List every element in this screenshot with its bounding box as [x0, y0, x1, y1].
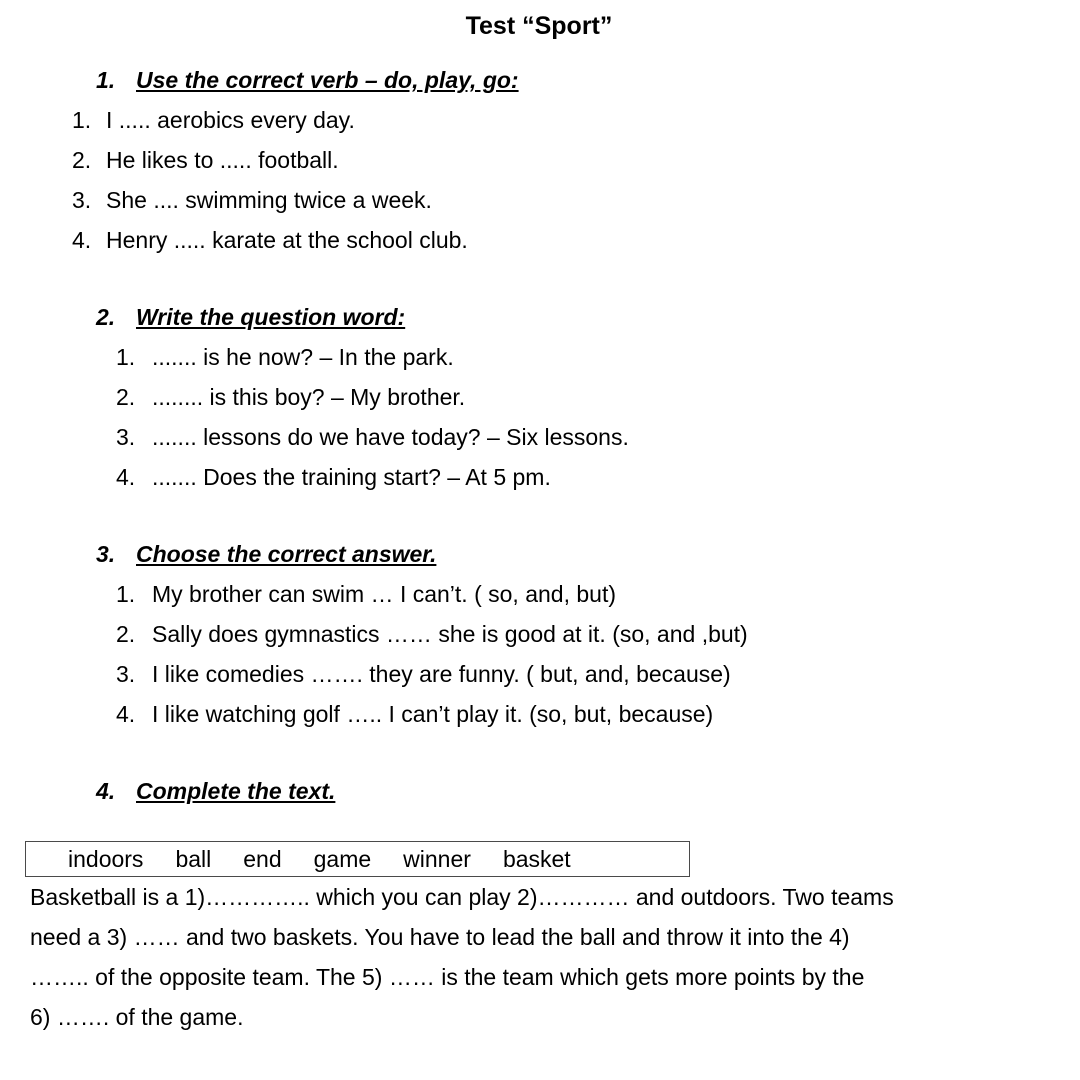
item-number: 3. [72, 187, 92, 213]
section-1 [40, 60, 1038, 260]
section-2-items [40, 337, 1038, 497]
item-number: 3. [116, 424, 136, 450]
item-number: 1. [72, 107, 92, 133]
item-text: ....... is he now? – In the park. [152, 344, 454, 370]
item-number: 4. [116, 464, 136, 490]
word-bank-word: indoors [68, 846, 144, 872]
list-item [40, 457, 1038, 497]
item-number: 3. [116, 661, 136, 687]
section-heading-text: Complete the text. [136, 778, 336, 804]
section-4 [30, 771, 1038, 1037]
item-text: He likes to ..... football. [106, 147, 339, 173]
list-item [40, 100, 1038, 140]
item-number: 1. [116, 581, 136, 607]
section-1-items [40, 100, 1038, 260]
item-text: I ..... aerobics every day. [106, 107, 355, 133]
word-bank-word: game [313, 846, 372, 872]
section-1-heading [96, 60, 1038, 100]
list-item [40, 180, 1038, 220]
word-bank-word: winner [403, 846, 471, 872]
section-2 [40, 297, 1038, 497]
list-item [40, 614, 1038, 654]
item-number: 2. [116, 621, 136, 647]
section-number: 4. [96, 778, 116, 804]
list-item [40, 417, 1038, 457]
section-3 [40, 534, 1038, 734]
cloze-line: 6) ……. of the game. [30, 1004, 244, 1030]
section-heading-text: Write the question word: [136, 304, 406, 330]
item-text: I like comedies ……. they are funny. ( but, and, because) [152, 661, 731, 687]
item-text: I like watching golf ….. I can’t play it. (so, but, because) [152, 701, 714, 727]
list-item [40, 694, 1038, 734]
item-text: ....... lessons do we have today? – Six lessons. [152, 424, 629, 450]
item-text: She .... swimming twice a week. [106, 187, 432, 213]
item-number: 4. [116, 701, 136, 727]
list-item [40, 337, 1038, 377]
list-item [40, 220, 1038, 260]
word-bank-word: ball [175, 846, 212, 872]
section-heading-text: Choose the correct answer. [136, 541, 437, 567]
section-4-heading [96, 771, 1038, 811]
item-number: 4. [72, 227, 92, 253]
list-item [40, 377, 1038, 417]
list-item [40, 140, 1038, 180]
cloze-line: need a 3) …… and two baskets. You have to lead the ball and throw it into the 4) [30, 924, 850, 950]
item-text: ........ is this boy? – My brother. [152, 384, 466, 410]
section-number: 1. [96, 67, 116, 93]
cloze-line: …….. of the opposite team. The 5) …… is the team which gets more points by the [30, 964, 865, 990]
word-bank-word: end [243, 846, 282, 872]
word-bank-word: basket [502, 846, 571, 872]
section-3-heading [96, 534, 1038, 574]
section-number: 2. [96, 304, 116, 330]
section-2-heading [96, 297, 1038, 337]
item-text: Henry ..... karate at the school club. [106, 227, 468, 253]
item-number: 2. [72, 147, 92, 173]
item-text: ....... Does the training start? – At 5 pm. [152, 464, 551, 490]
list-item [40, 574, 1038, 614]
section-heading-text: Use the correct verb – do, play, go: [136, 67, 519, 93]
item-number: 1. [116, 344, 136, 370]
section-number: 3. [96, 541, 116, 567]
item-text: My brother can swim … I can’t. ( so, and, but) [152, 581, 616, 607]
list-item [40, 654, 1038, 694]
cloze-paragraph [30, 877, 1020, 1037]
item-number: 2. [116, 384, 136, 410]
page-title: Test “Sport” [465, 12, 613, 40]
section-3-items [40, 574, 1038, 734]
cloze-line: Basketball is a 1)………….. which you can play 2)………… and outdoors. Two teams [30, 884, 894, 910]
word-bank [25, 841, 690, 877]
item-text: Sally does gymnastics …… she is good at it. (so, and ,but) [152, 621, 748, 647]
